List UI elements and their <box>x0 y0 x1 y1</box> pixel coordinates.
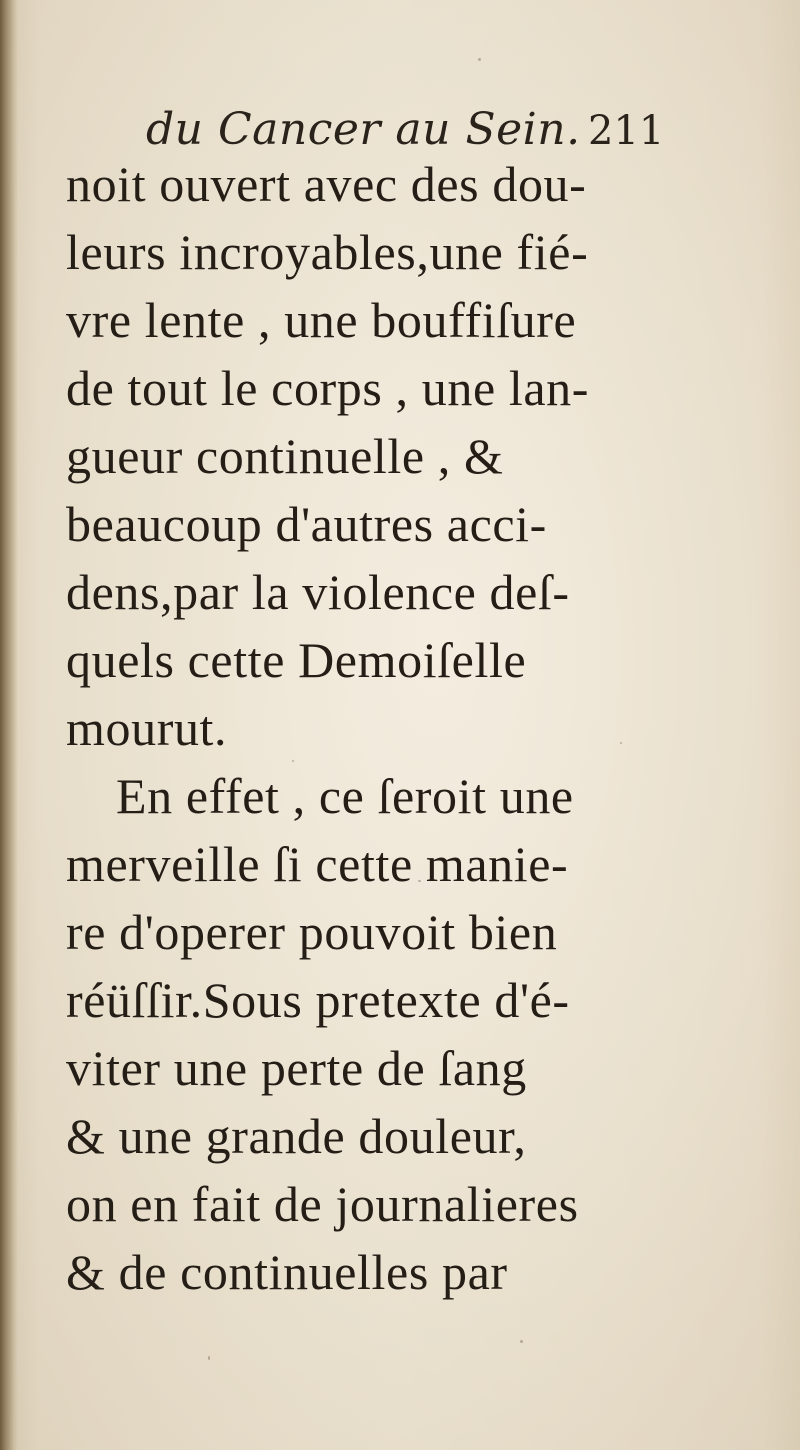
text-line: gueur continuelle , & <box>66 428 504 484</box>
text-line: En effet , ce ſeroit une <box>116 768 574 824</box>
text-line: vre lente , une bouffiſure <box>66 292 577 348</box>
text-line: beaucoup d'autres acci- <box>66 496 547 552</box>
running-head: du Cancer au Sein. <box>146 104 581 155</box>
text-line: de tout le corps , une lan- <box>66 360 589 416</box>
text-line: quels cette Demoiſelle <box>66 632 527 688</box>
text-line: leurs incroyables,une fié- <box>66 224 589 280</box>
text-line: viter une perte de ſang <box>66 1040 527 1096</box>
page-number: 211 <box>588 108 665 154</box>
page-binding-edge <box>0 0 18 1450</box>
text-line: mourut. <box>66 700 228 756</box>
text-line: on en fait de journalieres <box>66 1176 579 1232</box>
text-line: noit ouvert avec des dou- <box>66 156 587 212</box>
body-text <box>66 150 666 1306</box>
text-line: dens,par la violence deſ- <box>66 564 570 620</box>
text-line: & une grande douleur, <box>66 1108 527 1164</box>
text-line: réüſſir.Sous pretexte d'é- <box>66 972 570 1028</box>
text-line: re d'operer pouvoit bien <box>66 904 558 960</box>
text-line: merveille ſi cette manie- <box>66 836 569 892</box>
text-line: & de continuelles par <box>66 1244 508 1300</box>
